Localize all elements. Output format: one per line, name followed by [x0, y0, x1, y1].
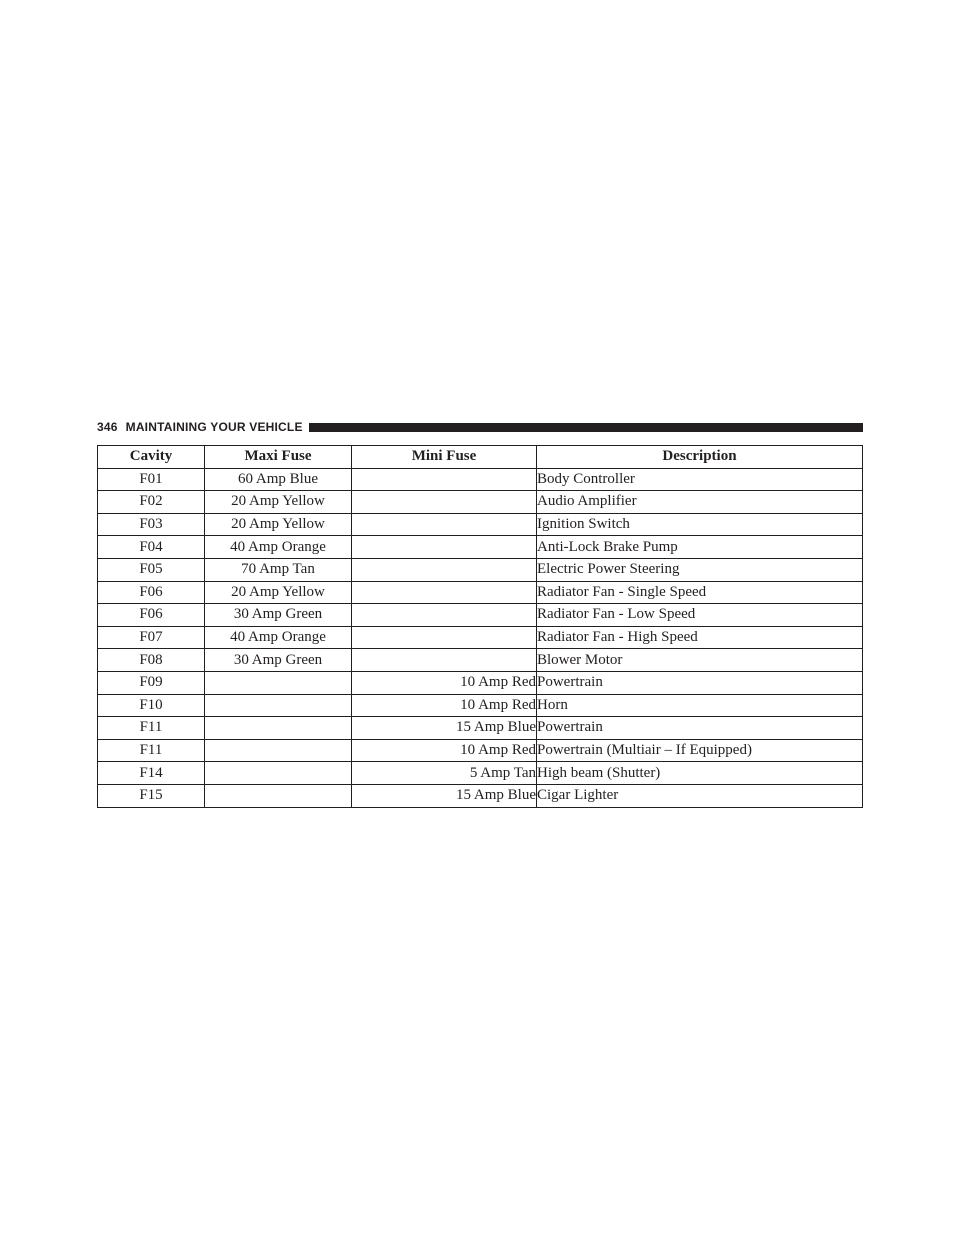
- cell-mini-fuse: [352, 581, 537, 604]
- cell-description: Radiator Fan - Low Speed: [537, 604, 863, 627]
- table-row: [98, 468, 863, 491]
- cell-maxi-fuse: [205, 694, 352, 717]
- cell-description: Anti-Lock Brake Pump: [537, 536, 863, 559]
- table-row: [98, 694, 863, 717]
- cell-description: Powertrain: [537, 671, 863, 694]
- cell-description: Radiator Fan - High Speed: [537, 626, 863, 649]
- page-header: [97, 419, 863, 435]
- cell-maxi-fuse: [205, 784, 352, 807]
- cell-cavity: F14: [98, 762, 205, 785]
- cell-maxi-fuse: 20 Amp Yellow: [205, 581, 352, 604]
- cell-maxi-fuse: 60 Amp Blue: [205, 468, 352, 491]
- cell-cavity: F08: [98, 649, 205, 672]
- cell-mini-fuse: 10 Amp Red: [352, 739, 537, 762]
- section-title: MAINTAINING YOUR VEHICLE: [125, 420, 303, 434]
- cell-maxi-fuse: 20 Amp Yellow: [205, 491, 352, 514]
- cell-cavity: F01: [98, 468, 205, 491]
- cell-maxi-fuse: 40 Amp Orange: [205, 626, 352, 649]
- cell-description: Powertrain (Multiair – If Equipped): [537, 739, 863, 762]
- cell-maxi-fuse: 20 Amp Yellow: [205, 513, 352, 536]
- cell-maxi-fuse: 30 Amp Green: [205, 604, 352, 627]
- cell-mini-fuse: 15 Amp Blue: [352, 784, 537, 807]
- header-row: [98, 446, 863, 469]
- cell-cavity: F09: [98, 671, 205, 694]
- table-body: [98, 468, 863, 807]
- cell-cavity: F15: [98, 784, 205, 807]
- cell-mini-fuse: 10 Amp Red: [352, 694, 537, 717]
- cell-mini-fuse: [352, 604, 537, 627]
- cell-mini-fuse: [352, 536, 537, 559]
- table-row: [98, 558, 863, 581]
- cell-mini-fuse: [352, 558, 537, 581]
- column-header-maxi-fuse: Maxi Fuse: [205, 446, 352, 469]
- cell-maxi-fuse: 40 Amp Orange: [205, 536, 352, 559]
- cell-maxi-fuse: [205, 671, 352, 694]
- column-header-cavity: Cavity: [98, 446, 205, 469]
- table-row: [98, 784, 863, 807]
- table-row: [98, 717, 863, 740]
- cell-mini-fuse: [352, 649, 537, 672]
- table-header: [98, 446, 863, 469]
- table-row: [98, 581, 863, 604]
- table-row: [98, 739, 863, 762]
- cell-cavity: F06: [98, 604, 205, 627]
- column-header-description: Description: [537, 446, 863, 469]
- table-row: [98, 513, 863, 536]
- cell-cavity: F07: [98, 626, 205, 649]
- cell-cavity: F10: [98, 694, 205, 717]
- cell-maxi-fuse: [205, 717, 352, 740]
- cell-description: Horn: [537, 694, 863, 717]
- cell-cavity: F11: [98, 717, 205, 740]
- cell-description: Cigar Lighter: [537, 784, 863, 807]
- cell-description: Powertrain: [537, 717, 863, 740]
- table-row: [98, 671, 863, 694]
- table-row: [98, 491, 863, 514]
- cell-mini-fuse: [352, 468, 537, 491]
- column-header-mini-fuse: Mini Fuse: [352, 446, 537, 469]
- cell-maxi-fuse: [205, 762, 352, 785]
- cell-description: Radiator Fan - Single Speed: [537, 581, 863, 604]
- cell-mini-fuse: [352, 513, 537, 536]
- table-row: [98, 649, 863, 672]
- cell-cavity: F02: [98, 491, 205, 514]
- cell-description: Electric Power Steering: [537, 558, 863, 581]
- cell-cavity: F04: [98, 536, 205, 559]
- table-row: [98, 626, 863, 649]
- table-row: [98, 762, 863, 785]
- fuse-table: [97, 445, 863, 808]
- cell-description: Body Controller: [537, 468, 863, 491]
- cell-cavity: F05: [98, 558, 205, 581]
- page-number: 346: [97, 420, 118, 434]
- cell-cavity: F03: [98, 513, 205, 536]
- cell-description: High beam (Shutter): [537, 762, 863, 785]
- table-row: [98, 536, 863, 559]
- table-row: [98, 604, 863, 627]
- cell-maxi-fuse: [205, 739, 352, 762]
- cell-mini-fuse: 10 Amp Red: [352, 671, 537, 694]
- cell-maxi-fuse: 30 Amp Green: [205, 649, 352, 672]
- cell-maxi-fuse: 70 Amp Tan: [205, 558, 352, 581]
- cell-mini-fuse: [352, 626, 537, 649]
- cell-description: Ignition Switch: [537, 513, 863, 536]
- cell-mini-fuse: 15 Amp Blue: [352, 717, 537, 740]
- cell-description: Audio Amplifier: [537, 491, 863, 514]
- cell-mini-fuse: [352, 491, 537, 514]
- header-rule: [309, 423, 863, 432]
- cell-cavity: F11: [98, 739, 205, 762]
- cell-cavity: F06: [98, 581, 205, 604]
- cell-description: Blower Motor: [537, 649, 863, 672]
- cell-mini-fuse: 5 Amp Tan: [352, 762, 537, 785]
